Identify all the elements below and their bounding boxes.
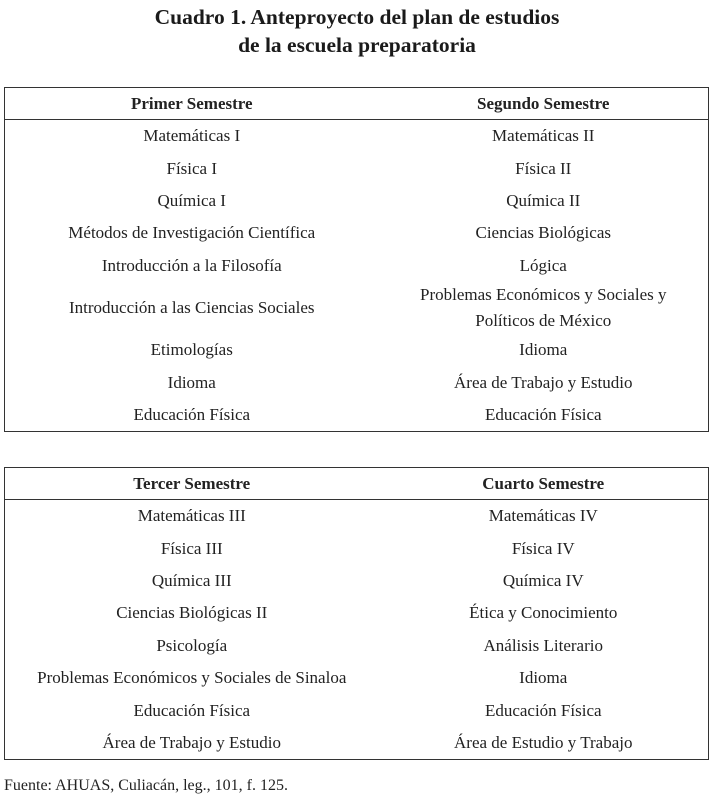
subject-cell: Ética y Conocimiento [469, 603, 618, 623]
column-header: Tercer Semestre [5, 468, 379, 500]
column-header: Segundo Semestre [379, 88, 709, 120]
table-row [5, 152, 709, 184]
subject-cell: Química III [151, 570, 232, 590]
subject-cell: Física III [160, 538, 223, 558]
source-note: Fuente: AHUAS, Culiacán, leg., 101, f. 125. [4, 777, 288, 794]
subject-cell: Introducción a la Filosofía [101, 255, 282, 275]
subject-cell: Lógica [519, 255, 567, 275]
table-row [5, 597, 709, 629]
subject-cell: Matemáticas III [137, 506, 246, 526]
subject-cell: Matemáticas IV [488, 506, 598, 526]
subject-cell: Educación Física [133, 700, 251, 720]
subject-cell: Área de Trabajo y Estudio [102, 732, 281, 752]
table-row [5, 399, 709, 432]
table-row [5, 120, 709, 153]
subject-cell: Matemáticas I [143, 126, 241, 146]
semester-table-1 [4, 87, 709, 432]
subject-cell: Métodos de Investigación Científica [68, 223, 316, 243]
table-caption [0, 3, 714, 59]
subject-cell: Ciencias Biológicas II [116, 603, 268, 623]
subject-cell: Problemas Económicos y Sociales de Sinaloa [37, 668, 347, 688]
subject-cell: Matemáticas II [492, 126, 595, 146]
subject-cell: Física IV [511, 538, 575, 558]
table-row [5, 217, 709, 249]
table-row [5, 500, 709, 533]
table-row [5, 334, 709, 366]
table-row [5, 630, 709, 662]
header-row [5, 468, 709, 500]
header-row [5, 88, 709, 120]
table-row [5, 366, 709, 398]
semester-table-2 [4, 467, 709, 760]
subject-cell: Química II [506, 190, 581, 210]
subject-cell: Psicología [156, 635, 228, 655]
table-row [5, 727, 709, 760]
subject-cell: Análisis Literario [483, 635, 603, 655]
subject-cell: Idioma [519, 340, 568, 360]
table-row [5, 532, 709, 564]
column-header: Cuarto Semestre [379, 468, 709, 500]
subject-cell: Idioma [519, 668, 568, 688]
subject-cell: Química IV [502, 570, 584, 590]
subject-cell: Problemas Económicos y Sociales y Políticos de México [420, 284, 667, 330]
subject-cell: Educación Física [133, 404, 251, 424]
subject-cell: Ciencias Biológicas [475, 223, 611, 243]
subject-cell: Área de Estudio y Trabajo [454, 732, 633, 752]
subject-cell: Etimologías [150, 340, 233, 360]
subject-cell: Educación Física [484, 700, 602, 720]
subject-cell: Introducción a las Ciencias Sociales [69, 297, 315, 317]
subject-cell: Educación Física [484, 404, 602, 424]
subject-cell: Área de Trabajo y Estudio [454, 372, 633, 392]
subject-cell: Química I [157, 190, 226, 210]
column-header: Primer Semestre [5, 88, 379, 120]
table-row [5, 565, 709, 597]
caption-line-2: de la escuela preparatoria [238, 33, 476, 57]
subject-cell: Idioma [167, 372, 216, 392]
caption-line-1: Cuadro 1. Anteproyecto del plan de estudios [154, 5, 560, 29]
subject-cell: Física I [166, 158, 218, 178]
table-row [5, 185, 709, 217]
table-row [5, 250, 709, 282]
subject-cell: Física II [515, 158, 572, 178]
table-row [5, 282, 709, 334]
table-row [5, 662, 709, 694]
table-row [5, 694, 709, 726]
